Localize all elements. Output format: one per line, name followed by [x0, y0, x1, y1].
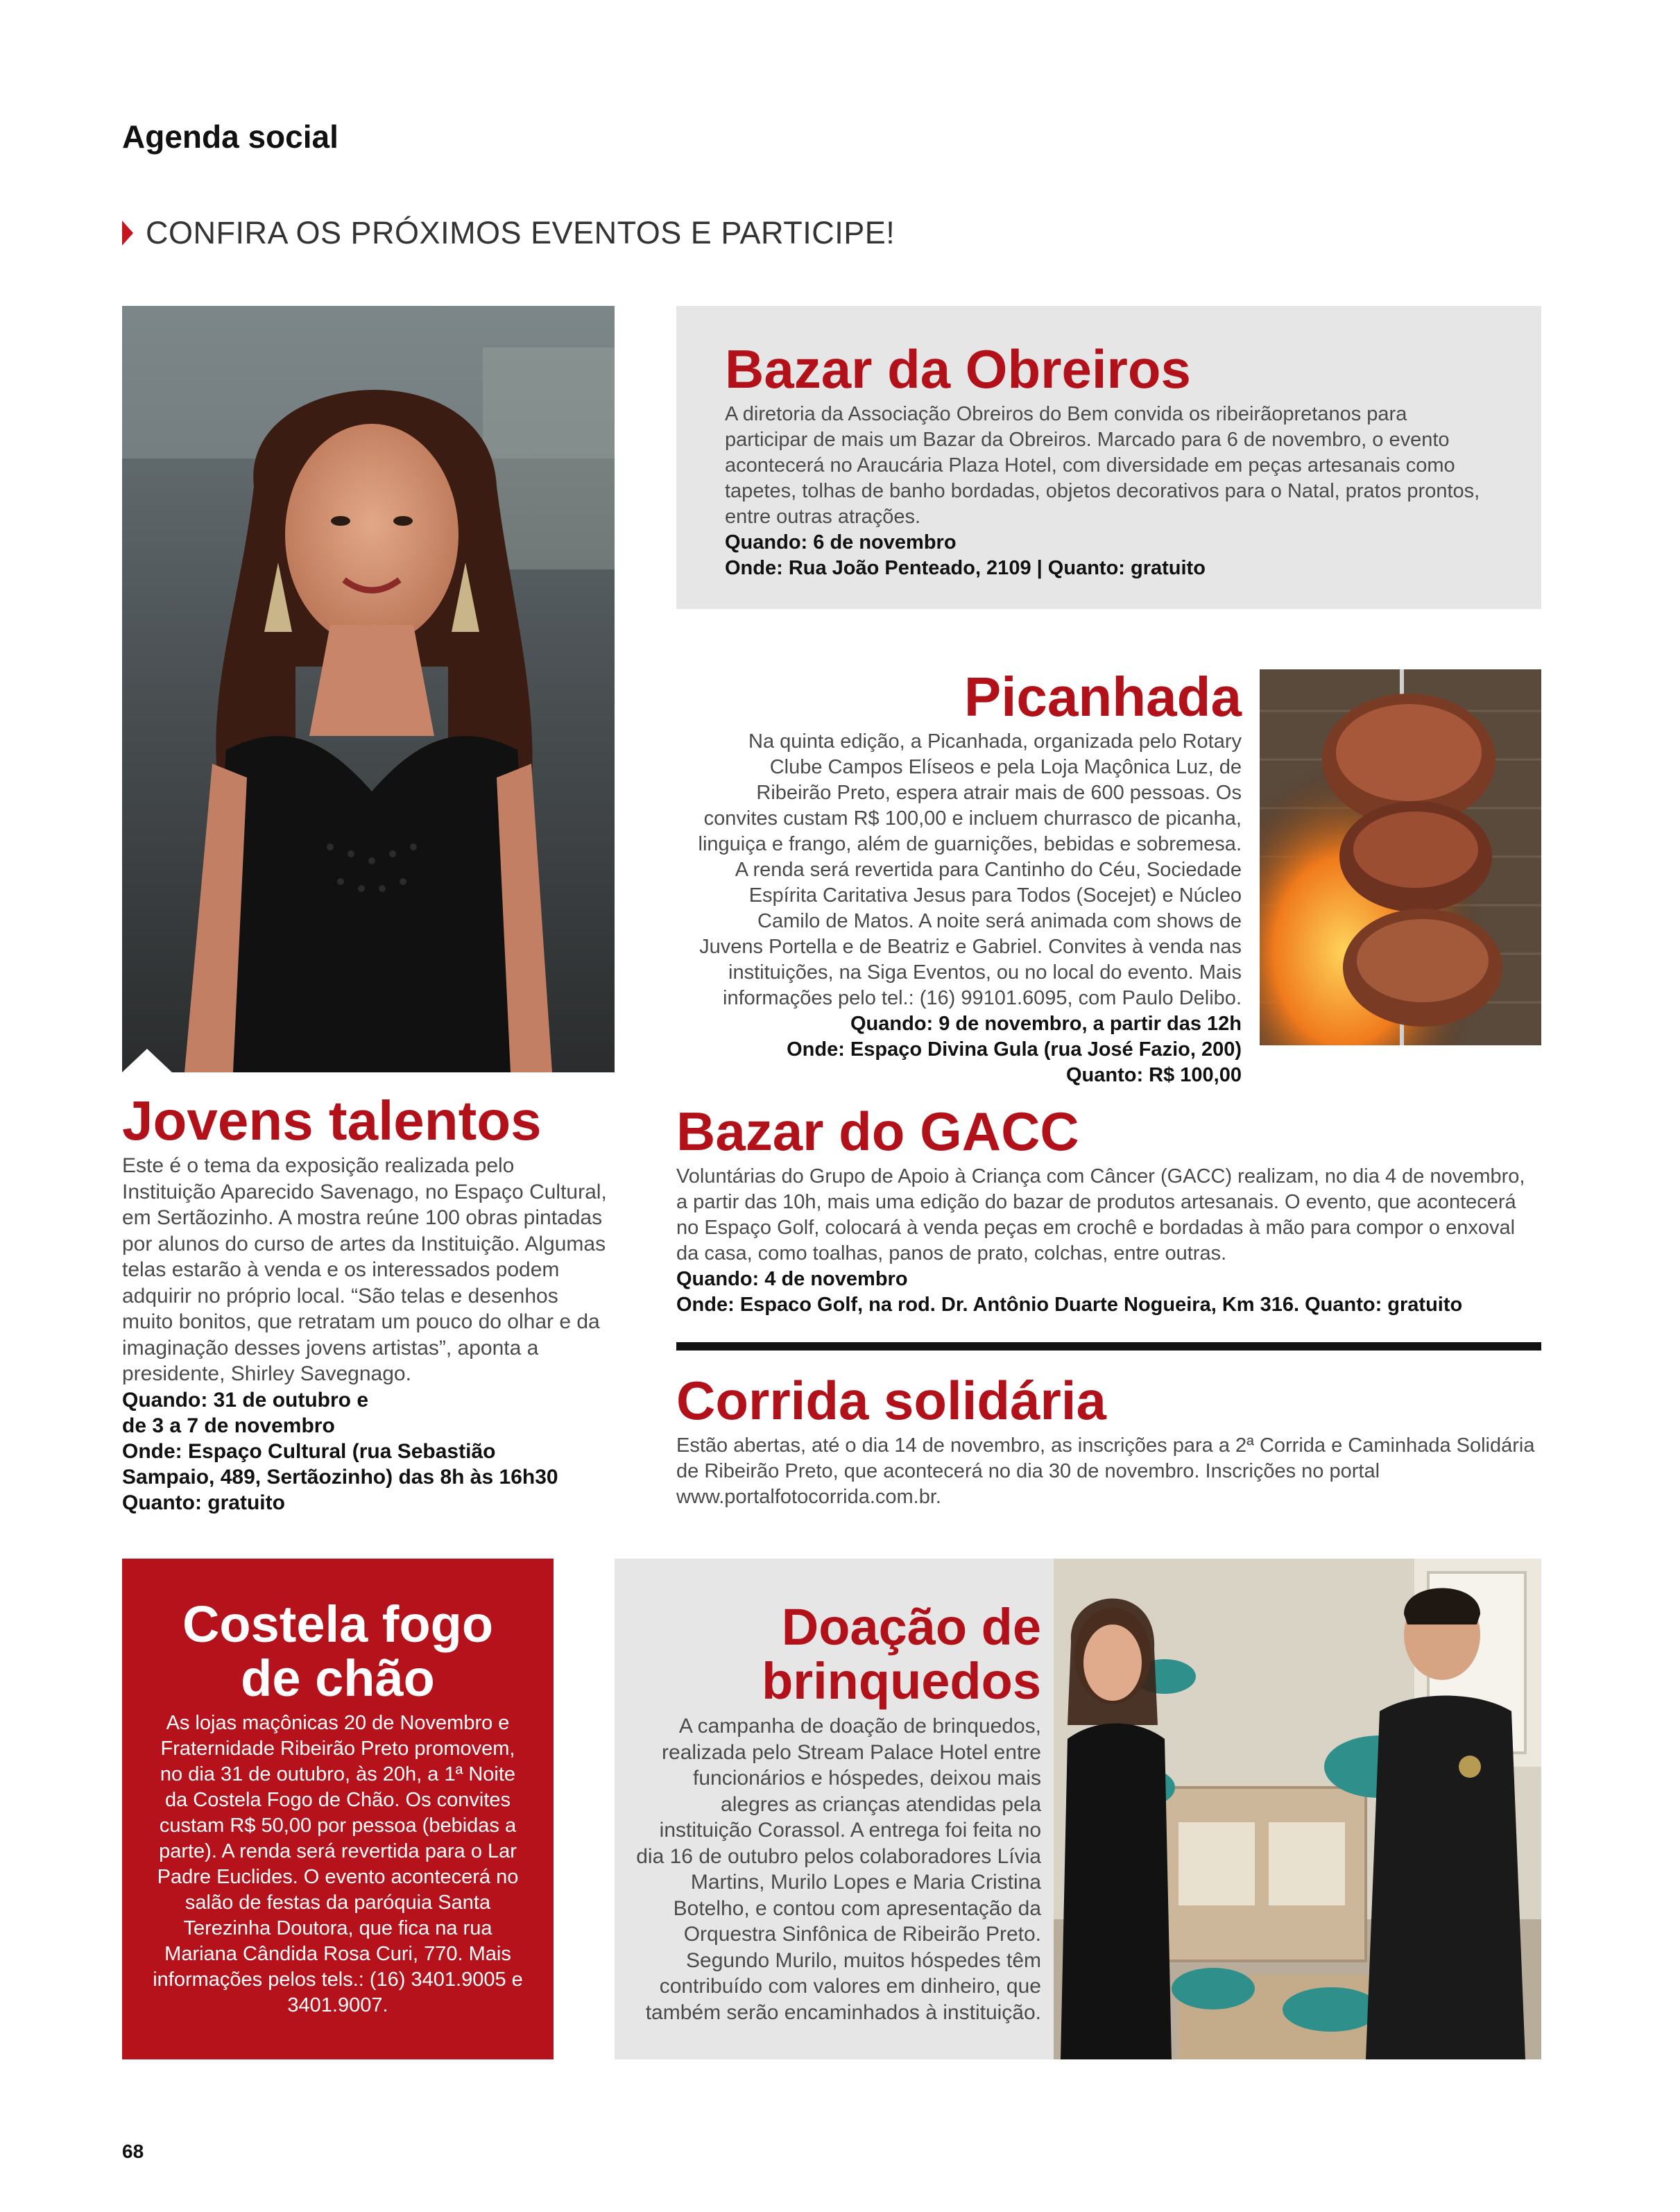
doacao-body: A campanha de doação de brinquedos, realizada pelo Stream Palace Hotel entre funcionários e hóspedes, deixou mais alegres as crianças atendidas pela instituição Corassol. A entrega foi feita no dia 16 de outubro pelos colaboradores Lívia Martins, Murilo Lopes e Maria Cristina Botelho, e contou com apresentação da Orquestra Sinfônica de Ribeirão Preto. Segundo Murilo, muitos hóspedes têm contribuído com valores em dinheiro, que também serão encaminhados à instituição. — [636, 1715, 1041, 2024]
section-title: Agenda social — [122, 119, 338, 155]
costela-box — [122, 1559, 554, 2059]
gacc-body: Voluntárias do Grupo de Apoio à Criança com Câncer (GACC) realizam, no dia 4 de novembro, a partir das 10h, mais uma edição do bazar de produtos artesanais. O evento, que acontecerá no Espaço Golf, colocará à venda peças em crochê e bordadas à mão para compor o enxoval da casa, como toalhas, panos de prato, colchas, entre outras. — [676, 1165, 1525, 1264]
page-number: 68 — [122, 2141, 144, 2162]
costela-body: As lojas maçônicas 20 de Novembro e Fraternidade Ribeirão Preto promovem, no dia 31 de outubro, às 20h, a 1ª Noite da Costela Fogo de Chão. Os convites custam R$ 50,00 por pessoa (bebidas a parte). A renda será revertida para o Lar Padre Euclides. O evento acontecerá no salão de festas da paróquia Santa Terezinha Doutora, que fica na rua Mariana Cândida Rosa Curi, 770. Mais informações pelos tels.: (16) 3401.9005 e 3401.9007. — [153, 1712, 523, 2017]
picanhada-article — [694, 666, 1242, 1088]
picanha-photo-art — [1260, 669, 1541, 1045]
picanha-photo — [1260, 669, 1541, 1045]
jovens-title: Jovens talentos — [122, 1090, 542, 1151]
kicker — [122, 215, 895, 251]
jovens-body: Este é o tema da exposição realizada pelo Instituição Aparecido Savenago, no Espaço Cultural, em Sertãozinho. A mostra reúne 100 obras pintadas por alunos do curso de artes da Instituição. Algumas telas estarão à venda e os interessados podem adquirir no próprio local. “São telas e desenhos muito bonitos, que retratam um pouco do olhar e da imaginação desses jovens artistas”, aponta a presidente, Shirley Savegnago. — [122, 1154, 607, 1385]
doacao-title-line-2: brinquedos — [762, 1652, 1041, 1710]
chevron-right-icon — [122, 221, 133, 246]
costela-title-line-2: de chão — [241, 1649, 435, 1707]
picanhada-where: Onde: Espaço Divina Gula (rua José Fazio, 200) — [787, 1038, 1242, 1061]
portrait-photo — [122, 306, 615, 1072]
obreiros-box — [676, 306, 1541, 609]
picanhada-body: Na quinta edição, a Picanhada, organizada pelo Rotary Clube Campos Elíseos e pela Loja Maçônica Luz, de Ribeirão Preto, espera atrair mais de 600 pessoas. Os convites custam R$ 100,00 e incluem churrasco de picanha, linguiça e frango, além de guarnições, bebidas e sobremesa. A renda será revertida para Cantinho do Céu, Sociedade Espírita Caritativa Jesus para Todos (Socejet) e Núcleo Camilo de Matos. A noite será animada com shows de Juvens Portella e de Beatriz e Gabriel. Convites à venda nas instituições, na Siga Eventos, ou no local do evento. Mais informações pelo tel.: (16) 99101.6095, com Paulo Delibo. — [698, 730, 1242, 1009]
picanhada-price: Quanto: R$ 100,00 — [1065, 1064, 1242, 1086]
gacc-article — [676, 1101, 1541, 1318]
doacao-photo-art — [1054, 1559, 1541, 2059]
gacc-where: Onde: Espaco Golf, na rod. Dr. Antônio Duarte Nogueira, Km 316. Quanto: gratuito — [676, 1294, 1463, 1316]
jovens-where-2: Sampaio, 489, Sertãozinho) das 8h às 16h30 — [122, 1465, 558, 1489]
obreiros-when: Quando: 6 de novembro — [725, 531, 957, 554]
gacc-when: Quando: 4 de novembro — [676, 1268, 908, 1290]
costela-title — [122, 1597, 554, 1705]
kicker-text: CONFIRA OS PRÓXIMOS EVENTOS E PARTICIPE! — [146, 215, 895, 250]
corrida-body: Estão abertas, até o dia 14 de novembro, as inscrições para a 2ª Corrida e Caminhada Solidária de Ribeirão Preto, que acontecerá no dia 30 de novembro. Inscrições no portal www.portalfotocorrida.com.br. — [676, 1434, 1535, 1508]
obreiros-where: Onde: Rua João Penteado, 2109 | Quanto: gratuito — [725, 557, 1206, 579]
jovens-price: Quanto: gratuito — [122, 1491, 285, 1514]
photo-notch — [122, 1049, 172, 1072]
doacao-photo — [1054, 1559, 1541, 2059]
section-divider — [676, 1342, 1541, 1351]
jovens-when-1: Quando: 31 de outubro e — [122, 1388, 369, 1412]
picanhada-title: Picanhada — [963, 666, 1242, 728]
portrait-photo-art — [122, 306, 615, 1072]
picanhada-when: Quando: 9 de novembro, a partir das 12h — [850, 1013, 1242, 1035]
jovens-where-1: Onde: Espaço Cultural (rua Sebastião — [122, 1439, 496, 1463]
jovens-when-2: de 3 a 7 de novembro — [122, 1414, 335, 1437]
corrida-title: Corrida solidária — [676, 1370, 1106, 1431]
costela-title-line-1: Costela fogo — [182, 1595, 494, 1653]
gacc-title: Bazar do GACC — [676, 1101, 1079, 1162]
doacao-title-line-1: Doação de — [781, 1598, 1041, 1656]
obreiros-body: A diretoria da Associação Obreiros do Bem convida os ribeirãopretanos para participar de mais um Bazar da Obreiros. Marcado para 6 de novembro, o evento acontecerá no Araucária Plaza Hotel, com diversidade em peças artesanais como tapetes, tolhas de banho bordadas, objetos decorativos para o Natal, pratos prontos, entre outras atrações. — [725, 403, 1480, 528]
doacao-title — [635, 1600, 1041, 1708]
jovens-article — [122, 1090, 608, 1516]
corrida-article — [676, 1370, 1541, 1510]
obreiros-title: Bazar da Obreiros — [725, 338, 1191, 400]
